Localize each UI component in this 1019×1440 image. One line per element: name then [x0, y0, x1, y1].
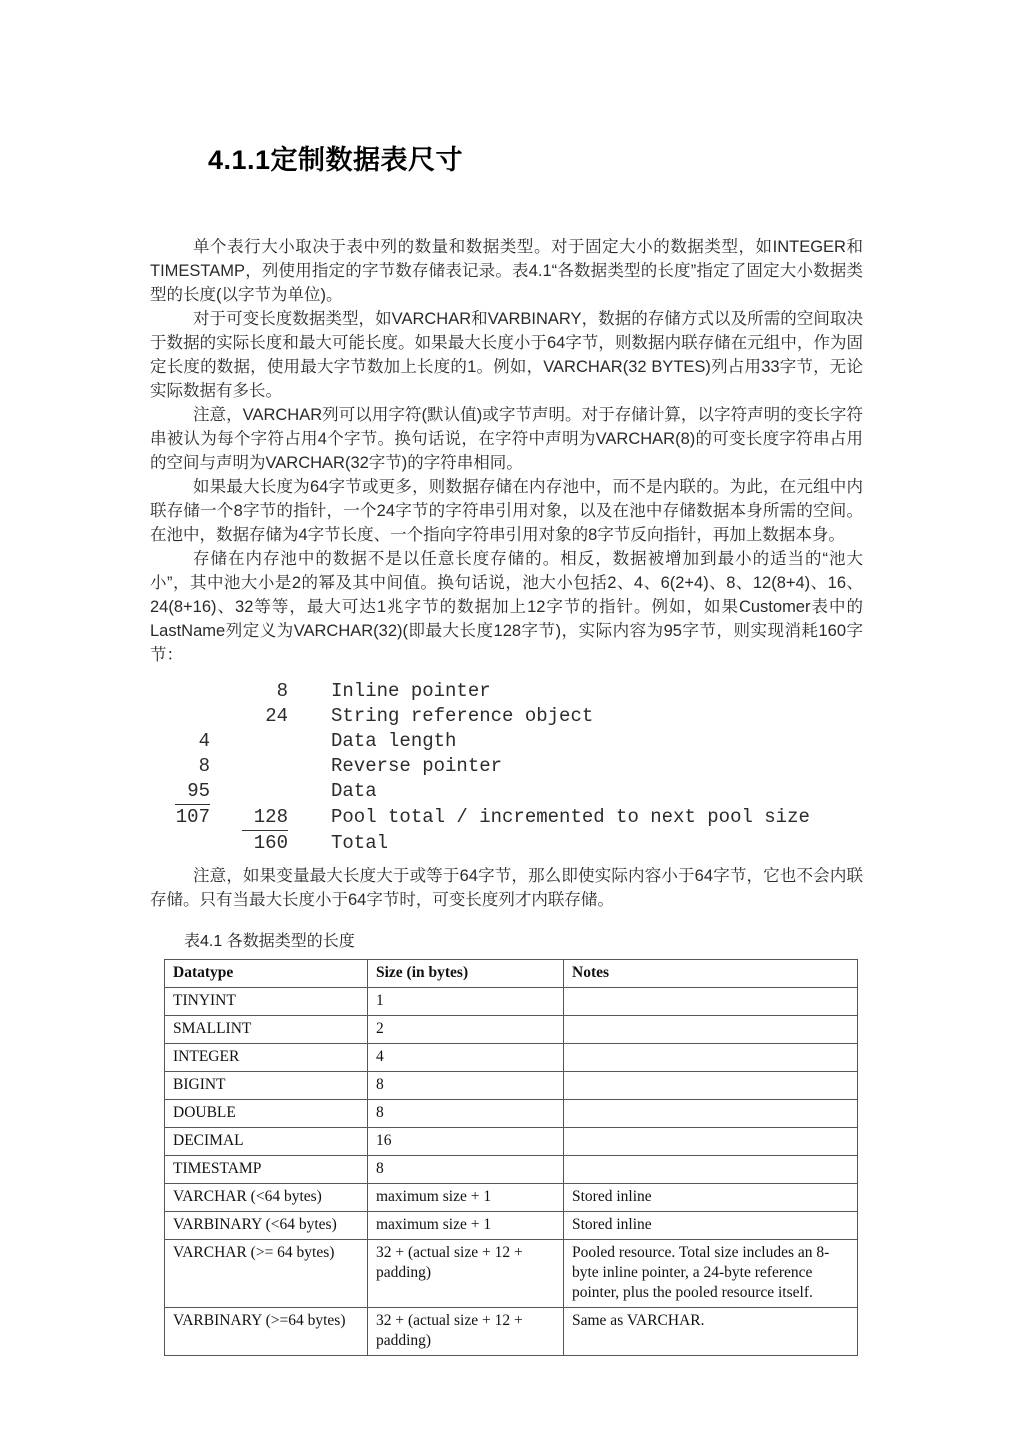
table-header-row — [165, 960, 858, 988]
cell-notes — [564, 988, 858, 1016]
cell-size: 2 — [368, 1016, 564, 1044]
cell-notes: Stored inline — [564, 1184, 858, 1212]
underlined-subtotal: 128 — [242, 805, 288, 831]
body-text — [150, 235, 863, 1356]
cell-notes — [564, 1100, 858, 1128]
paragraph-2: 对于可变长度数据类型，如VARCHAR和VARBINARY，数据的存储方式以及所需的空间取决于数据的实际长度和最大可能长度。如果最大长度小于64字节，则数据内联存储在元组中，作为固定长度的数据，使用最大字节数加上长度的1。例如，VARCHAR(32 BYTES)列占用33字节，无论实际数据有多长。 — [150, 310, 863, 400]
cell-size: 32 + (actual size + 12 + padding) — [368, 1308, 564, 1356]
code-line — [150, 754, 863, 779]
table-row — [165, 1308, 858, 1356]
cell-size: 16 — [368, 1128, 564, 1156]
code-line — [150, 805, 863, 831]
cell-datatype: VARCHAR (<64 bytes) — [165, 1184, 368, 1212]
paragraph-5: 存储在内存池中的数据不是以任意长度存储的。相反，数据被增加到最小的适当的“池大小”，其中池大小是2的幂及其中间值。换句话说，池大小包括2、4、6(2+4)、8、12(8+4)、16、24(8+16)、32等等，最大可达1兆字节的数据加上12字节的指针。例如，如果Customer表中的LastName列定义为VARCHAR(32)(即最大长度128字节)，实际内容为95字节，则实现消耗160字节： — [150, 550, 863, 664]
cell-datatype: INTEGER — [165, 1044, 368, 1072]
code-line — [150, 729, 863, 754]
code-col2-value: 24 — [265, 705, 288, 727]
section-title: 4.1.1定制数据表尺寸 — [208, 145, 464, 175]
cell-size: 1 — [368, 988, 564, 1016]
code-col2-value — [210, 805, 288, 831]
cell-size: 8 — [368, 1072, 564, 1100]
code-col1-value: 4 — [198, 730, 210, 752]
datatype-length-table — [164, 959, 858, 1356]
table-row — [165, 1156, 858, 1184]
code-line — [150, 779, 863, 805]
table-row — [165, 1240, 858, 1308]
header-notes: Notes — [564, 960, 858, 988]
code-label: Reverse pointer — [331, 755, 503, 777]
cell-size: maximum size + 1 — [368, 1212, 564, 1240]
header-datatype: Datatype — [165, 960, 368, 988]
code-label: Inline pointer — [331, 680, 491, 702]
code-label: String reference object — [331, 705, 594, 727]
cell-notes: Stored inline — [564, 1212, 858, 1240]
cell-size: 8 — [368, 1156, 564, 1184]
table-row — [165, 1016, 858, 1044]
cell-datatype: BIGINT — [165, 1072, 368, 1100]
code-line — [150, 704, 863, 729]
cell-notes — [564, 1072, 858, 1100]
table-row — [165, 1044, 858, 1072]
paragraph-3: 注意，VARCHAR列可以用字符(默认值)或字节声明。对于存储计算，以字符声明的变长字符串被认为每个字符占用4个字节。换句话说，在字符中声明为VARCHAR(8)的可变长度字符串占用的空间与声明为VARCHAR(32字节)的字符串相同。 — [150, 406, 863, 472]
cell-datatype: TIMESTAMP — [165, 1156, 368, 1184]
code-col1-value — [150, 779, 210, 805]
cell-datatype: DECIMAL — [165, 1128, 368, 1156]
cell-datatype: SMALLINT — [165, 1016, 368, 1044]
cell-datatype: TINYINT — [165, 988, 368, 1016]
cell-size: 8 — [368, 1100, 564, 1128]
cell-notes: Pooled resource. Total size includes an 8-byte inline pointer, a 24-byte reference pointer, plus the pooled resource itself. — [564, 1240, 858, 1308]
table-row — [165, 1212, 858, 1240]
paragraph-4: 如果最大长度为64字节或更多，则数据存储在内存池中，而不是内联的。为此，在元组中内联存储一个8字节的指针，一个24字节的字符串引用对象，以及在池中存储数据本身所需的空间。在池中，数据存储为4字节长度、一个指向字符串引用对象的8字节反向指针，再加上数据本身。 — [150, 478, 863, 544]
cell-notes — [564, 1016, 858, 1044]
table-row — [165, 988, 858, 1016]
cell-size: 32 + (actual size + 12 + padding) — [368, 1240, 564, 1308]
paragraph-6: 注意，如果变量最大长度大于或等于64字节，那么即使实际内容小于64字节，它也不会内联存储。只有当最大长度小于64字节时，可变长度列才内联存储。 — [150, 867, 863, 909]
code-col1-value: 107 — [175, 806, 210, 828]
code-line — [150, 679, 863, 704]
cell-notes — [564, 1044, 858, 1072]
code-label: Data length — [331, 730, 457, 752]
cell-size: 4 — [368, 1044, 564, 1072]
table-row — [165, 1072, 858, 1100]
document-page — [150, 138, 863, 1356]
table-row — [165, 1184, 858, 1212]
byte-calculation-block — [150, 679, 863, 856]
code-label: Pool total / incremented to next pool size — [331, 806, 810, 828]
cell-notes — [564, 1128, 858, 1156]
code-label: Data — [331, 780, 377, 802]
cell-size: maximum size + 1 — [368, 1184, 564, 1212]
header-size: Size (in bytes) — [368, 960, 564, 988]
code-col2-value: 8 — [276, 680, 288, 702]
paragraph-1: 单个表行大小取决于表中列的数量和数据类型。对于固定大小的数据类型，如INTEGER和TIMESTAMP，列使用指定的字节数存储表记录。表4.1“各数据类型的长度”指定了固定大小数据类型的长度(以字节为单位)。 — [150, 238, 863, 304]
cell-datatype: DOUBLE — [165, 1100, 368, 1128]
cell-notes: Same as VARCHAR. — [564, 1308, 858, 1356]
cell-datatype: VARBINARY (<64 bytes) — [165, 1212, 368, 1240]
cell-notes — [564, 1156, 858, 1184]
code-line — [150, 831, 863, 856]
code-label: Total — [331, 832, 389, 854]
cell-datatype: VARCHAR (>= 64 bytes) — [165, 1240, 368, 1308]
cell-datatype: VARBINARY (>=64 bytes) — [165, 1308, 368, 1356]
code-col2-value: 160 — [253, 832, 288, 854]
table-caption: 表4.1 各数据类型的长度 — [184, 933, 355, 950]
underlined-subtotal: 95 — [175, 779, 210, 805]
table-row — [165, 1100, 858, 1128]
code-col1-value: 8 — [198, 755, 210, 777]
table-row — [165, 1128, 858, 1156]
